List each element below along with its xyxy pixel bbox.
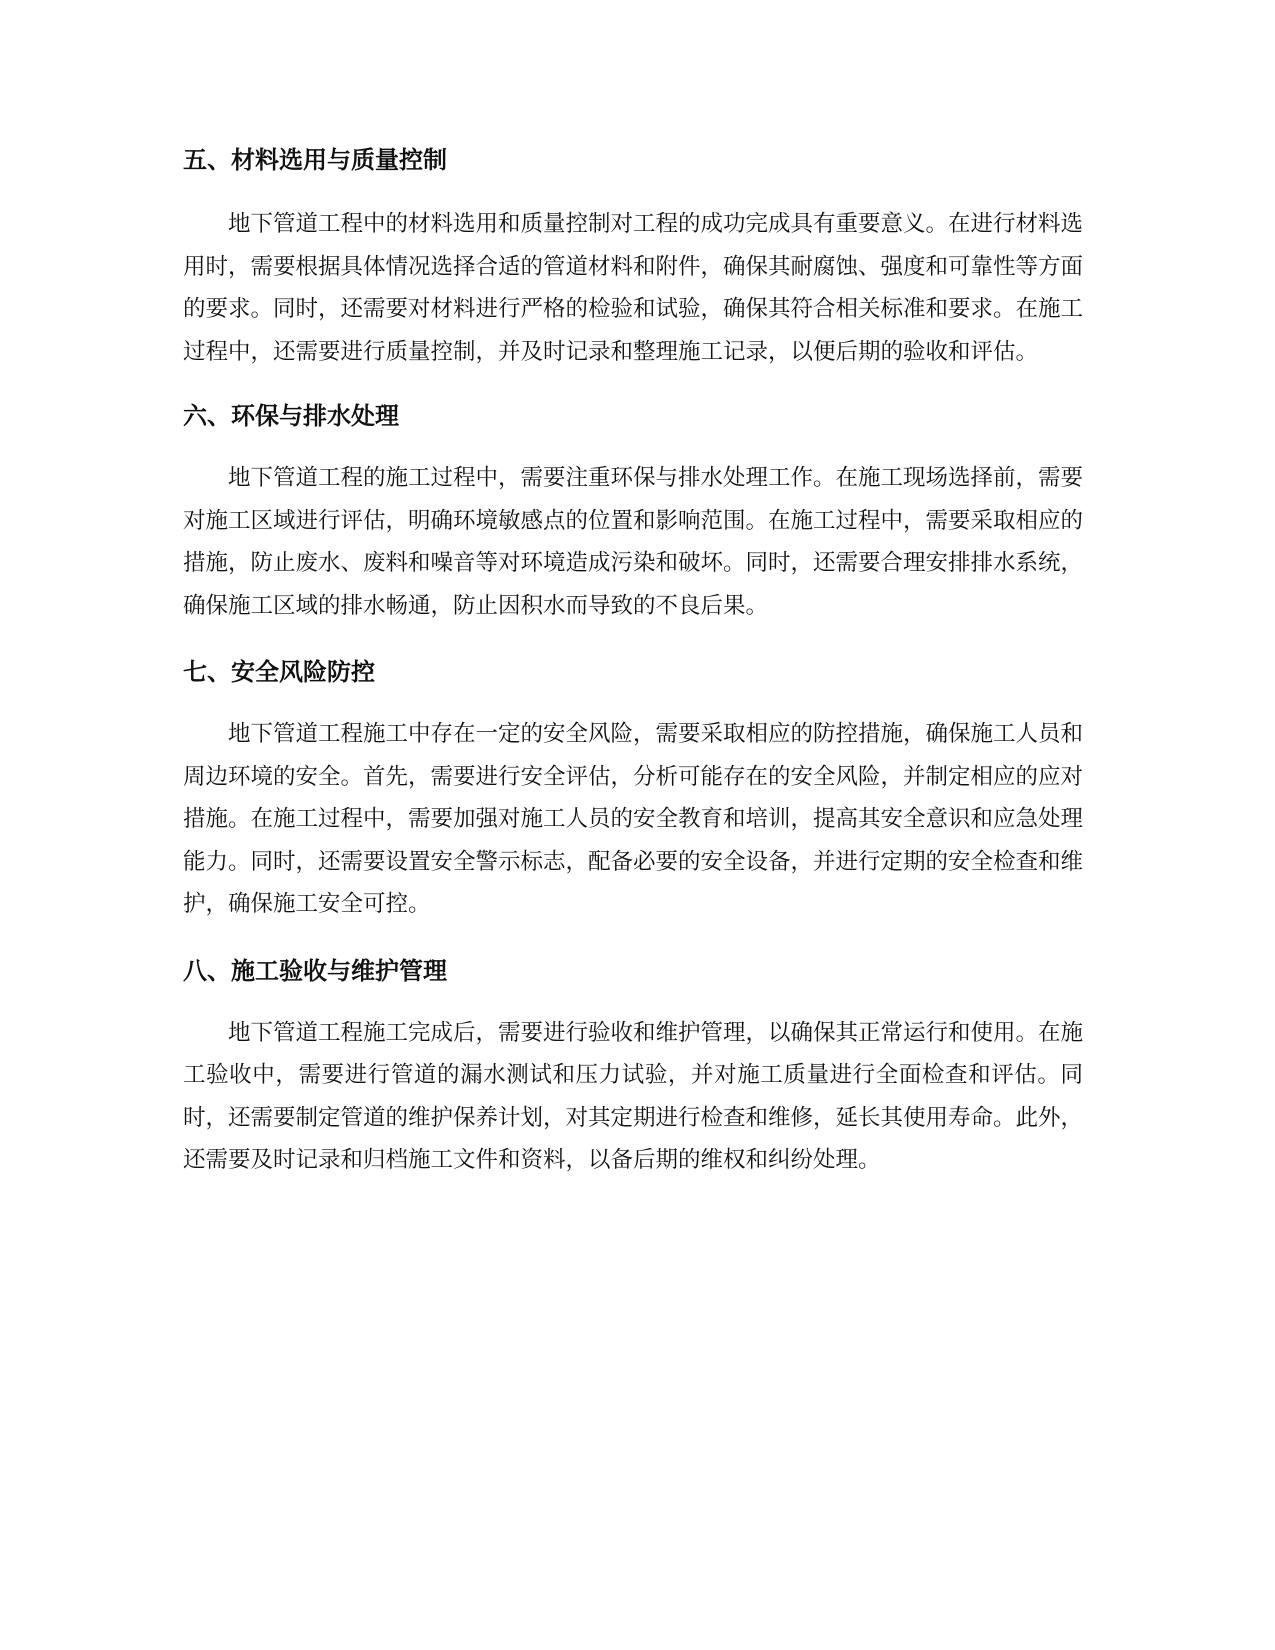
document-content	[183, 140, 1083, 1182]
section-heading-safety-risk: 七、安全风险防控	[183, 658, 375, 686]
section-paragraph-safety-risk: 地下管道工程施工中存在一定的安全风险，需要采取相应的防控措施，确保施工人员和周边环境的安全。首先，需要进行安全评估，分析可能存在的安全风险，并制定相应的应对措施。在施工过程中，需要加强对施工人员的安全教育和培训，提高其安全意识和应急处理能力。同时，还需要设置安全警示标志，配备必要的安全设备，并进行定期的安全检查和维护，确保施工安全可控。	[183, 721, 1084, 917]
section-paragraph-acceptance-maintenance: 地下管道工程施工完成后，需要进行验收和维护管理，以确保其正常运行和使用。在施工验收中，需要进行管道的漏水测试和压力试验，并对施工质量进行全面检查和评估。同时，还需要制定管道的维护保养计划，对其定期进行检查和维修，延长其使用寿命。此外，还需要及时记录和归档施工文件和资料，以备后期的维权和纠纷处理。	[183, 1019, 1084, 1173]
section-paragraph-environment-drainage: 地下管道工程的施工过程中，需要注重环保与排水处理工作。在施工现场选择前，需要对施工区域进行评估，明确环境敏感点的位置和影响范围。在施工过程中，需要采取相应的措施，防止废水、废料和噪音等对环境造成污染和破坏。同时，还需要合理安排排水系统，确保施工区域的排水畅通，防止因积水而导致的不良后果。	[183, 465, 1084, 619]
section-heading-acceptance-maintenance: 八、施工验收与维护管理	[183, 956, 447, 985]
section-heading-materials-quality: 五、材料选用与质量控制	[183, 146, 447, 174]
section-paragraph-materials-quality: 地下管道工程中的材料选用和质量控制对工程的成功完成具有重要意义。在进行材料选用时，需要根据具体情况选择合适的管道材料和附件，确保其耐腐蚀、强度和可靠性等方面的要求。同时，还需要对材料进行严格的检验和试验，确保其符合相关标准和要求。在施工过程中，还需要进行质量控制，并及时记录和整理施工记录，以便后期的验收和评估。	[183, 211, 1084, 365]
section-heading-environment-drainage: 六、环保与排水处理	[183, 402, 399, 430]
